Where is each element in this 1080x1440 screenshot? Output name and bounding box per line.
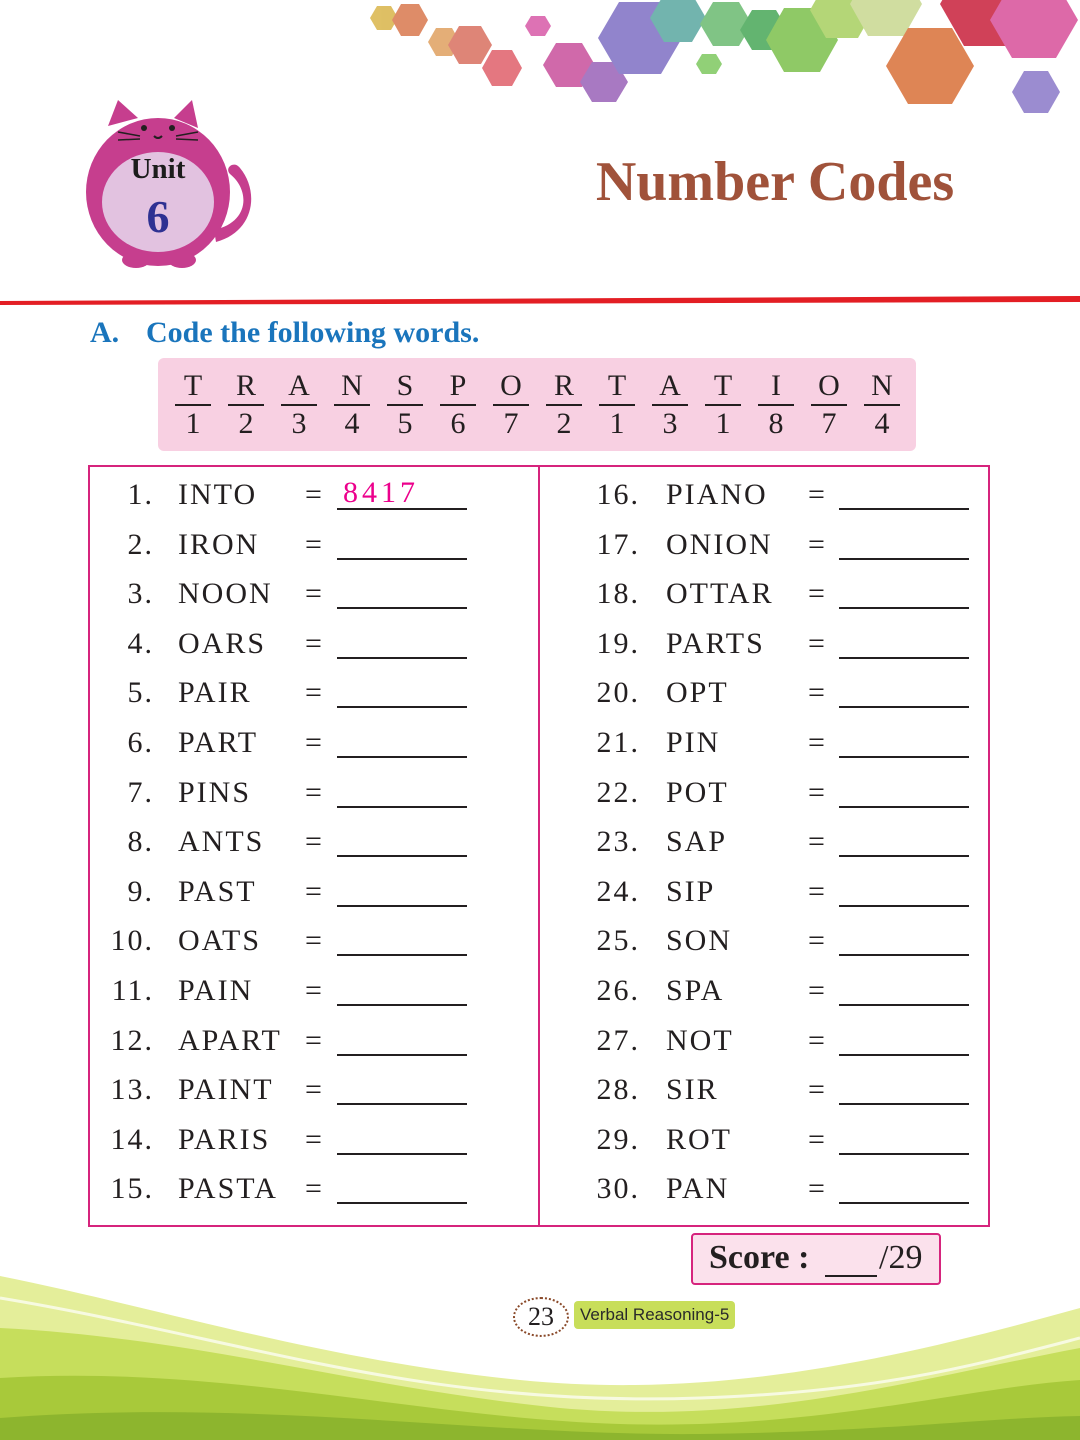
question-number: 30. <box>596 1172 640 1205</box>
question-word: SIR <box>666 1073 719 1106</box>
key-letter: A <box>652 370 688 406</box>
question-word: OTTAR <box>666 577 774 610</box>
key-number: 7 <box>821 407 837 440</box>
answer-field[interactable] <box>839 1170 969 1204</box>
equals-sign: = <box>305 1123 324 1156</box>
question-number: 4. <box>127 627 154 660</box>
question-word: PARTS <box>666 627 765 660</box>
question-word: PARIS <box>178 1123 271 1156</box>
equals-sign: = <box>305 478 324 511</box>
question-word: SON <box>666 924 733 957</box>
question-number: 23. <box>596 825 640 858</box>
key-number: 1 <box>609 407 625 440</box>
question-row <box>0 472 1080 512</box>
code-key <box>158 358 916 451</box>
key-number: 3 <box>662 407 678 440</box>
key-letter: P <box>440 370 476 406</box>
key-number: 1 <box>185 407 201 440</box>
code-key-column <box>758 370 794 442</box>
key-letter: N <box>864 370 900 406</box>
question-number: 27. <box>596 1024 640 1057</box>
code-key-column <box>493 370 529 442</box>
question-number: 16. <box>596 478 640 511</box>
equals-sign: = <box>808 478 827 511</box>
question-row <box>0 869 1080 909</box>
question-number: 10. <box>110 924 154 957</box>
code-key-column <box>811 370 847 442</box>
question-number: 19. <box>596 627 640 660</box>
equals-sign: = <box>808 875 827 908</box>
question-word: PAINT <box>178 1073 274 1106</box>
key-letter: T <box>705 370 741 406</box>
key-letter: R <box>546 370 582 406</box>
equals-sign: = <box>808 1172 827 1205</box>
equals-sign: = <box>305 776 324 809</box>
question-word: PINS <box>178 776 252 809</box>
question-word: NOT <box>666 1024 734 1057</box>
key-number: 8 <box>768 407 784 440</box>
question-row <box>0 918 1080 958</box>
equals-sign: = <box>808 528 827 561</box>
equals-sign: = <box>305 676 324 709</box>
question-word: ONION <box>666 528 773 561</box>
answer-field[interactable] <box>839 823 969 857</box>
question-row <box>0 522 1080 562</box>
question-word: SAP <box>666 825 728 858</box>
question-word: PAN <box>666 1172 730 1205</box>
question-row <box>0 571 1080 611</box>
equals-sign: = <box>808 974 827 1007</box>
question-number: 20. <box>596 676 640 709</box>
code-key-column <box>705 370 741 442</box>
question-number: 18. <box>596 577 640 610</box>
key-number: 4 <box>344 407 360 440</box>
question-row <box>0 1018 1080 1058</box>
key-number: 6 <box>450 407 466 440</box>
answer-field[interactable] <box>839 1121 969 1155</box>
question-number: 11. <box>111 974 154 1007</box>
question-word: OATS <box>178 924 262 957</box>
question-number: 21. <box>596 726 640 759</box>
question-row <box>0 720 1080 760</box>
equals-sign: = <box>808 825 827 858</box>
question-word: PAIN <box>178 974 254 1007</box>
key-letter: O <box>493 370 529 406</box>
key-number: 3 <box>291 407 307 440</box>
equals-sign: = <box>808 676 827 709</box>
page-number: 23 <box>513 1297 569 1337</box>
key-letter: S <box>387 370 423 406</box>
footer-waves <box>0 1268 1080 1440</box>
code-key-column <box>546 370 582 442</box>
equals-sign: = <box>305 627 324 660</box>
question-row <box>0 819 1080 859</box>
equals-sign: = <box>305 726 324 759</box>
answer-field[interactable] <box>839 972 969 1006</box>
question-row <box>0 1117 1080 1157</box>
key-letter: A <box>281 370 317 406</box>
key-letter: T <box>599 370 635 406</box>
question-number: 26. <box>596 974 640 1007</box>
key-letter: I <box>758 370 794 406</box>
code-key-column <box>281 370 317 442</box>
question-number: 17. <box>596 528 640 561</box>
answer-field[interactable] <box>839 526 969 560</box>
question-row <box>0 1067 1080 1107</box>
key-letter: R <box>228 370 264 406</box>
equals-sign: = <box>808 1073 827 1106</box>
key-letter: O <box>811 370 847 406</box>
question-word: OARS <box>178 627 267 660</box>
equals-sign: = <box>305 528 324 561</box>
answer-field[interactable] <box>839 724 969 758</box>
answer-field[interactable] <box>839 1022 969 1056</box>
question-row <box>0 1166 1080 1206</box>
equals-sign: = <box>305 875 324 908</box>
score-label: Score : <box>709 1239 810 1276</box>
equals-sign: = <box>305 1073 324 1106</box>
key-number: 2 <box>238 407 254 440</box>
question-number: 25. <box>596 924 640 957</box>
question-word: SIP <box>666 875 716 908</box>
equals-sign: = <box>305 974 324 1007</box>
question-number: 3. <box>127 577 154 610</box>
equals-sign: = <box>808 577 827 610</box>
question-row <box>0 670 1080 710</box>
question-row <box>0 968 1080 1008</box>
question-number: 29. <box>596 1123 640 1156</box>
question-number: 22. <box>596 776 640 809</box>
code-key-column <box>864 370 900 442</box>
question-number: 15. <box>110 1172 154 1205</box>
equals-sign: = <box>808 776 827 809</box>
code-key-column <box>599 370 635 442</box>
answer-field[interactable] <box>839 873 969 907</box>
question-word: ANTS <box>178 825 265 858</box>
score-total: /29 <box>879 1239 923 1276</box>
question-number: 8. <box>127 825 154 858</box>
equals-sign: = <box>305 924 324 957</box>
equals-sign: = <box>808 627 827 660</box>
answer-field[interactable] <box>839 922 969 956</box>
code-key-column <box>175 370 211 442</box>
code-key-column <box>228 370 264 442</box>
answer-field[interactable] <box>839 625 969 659</box>
unit-label: Unit <box>130 153 186 185</box>
question-word: ROT <box>666 1123 732 1156</box>
question-word: NOON <box>178 577 273 610</box>
section-heading <box>90 316 479 350</box>
question-number: 12. <box>110 1024 154 1057</box>
question-word: IRON <box>178 528 260 561</box>
question-number: 5. <box>127 676 154 709</box>
code-key-column <box>652 370 688 442</box>
equals-sign: = <box>305 1024 324 1057</box>
answer-field[interactable]: 8417 <box>337 476 467 510</box>
key-letter: T <box>175 370 211 406</box>
question-word: PIANO <box>666 478 768 511</box>
answer-field[interactable] <box>839 674 969 708</box>
question-number: 1. <box>127 478 154 511</box>
unit-number: 6 <box>146 191 170 242</box>
question-number: 6. <box>127 726 154 759</box>
answer-field[interactable] <box>839 476 969 510</box>
question-number: 7. <box>127 776 154 809</box>
code-key-column <box>387 370 423 442</box>
answer-field[interactable] <box>839 774 969 808</box>
question-number: 9. <box>127 875 154 908</box>
question-word: APART <box>178 1024 282 1057</box>
equals-sign: = <box>305 577 324 610</box>
question-word: SPA <box>666 974 725 1007</box>
page-title: Number Codes <box>595 151 955 213</box>
question-word: PAIR <box>178 676 252 709</box>
question-number: 14. <box>110 1123 154 1156</box>
question-word: OPT <box>666 676 729 709</box>
question-word: PIN <box>666 726 721 759</box>
question-number: 24. <box>596 875 640 908</box>
answer-field[interactable] <box>839 575 969 609</box>
key-number: 4 <box>874 407 890 440</box>
question-word: PAST <box>178 875 257 908</box>
key-number: 2 <box>556 407 572 440</box>
equals-sign: = <box>808 1024 827 1057</box>
question-number: 2. <box>127 528 154 561</box>
question-word: PART <box>178 726 259 759</box>
key-number: 5 <box>397 407 413 440</box>
question-word: INTO <box>178 478 258 511</box>
section-label: A. <box>90 316 120 349</box>
question-number: 13. <box>110 1073 154 1106</box>
equals-sign: = <box>305 825 324 858</box>
equals-sign: = <box>808 1123 827 1156</box>
key-letter: N <box>334 370 370 406</box>
book-title: Verbal Reasoning-5 <box>574 1301 735 1329</box>
question-row <box>0 770 1080 810</box>
equals-sign: = <box>808 924 827 957</box>
code-key-column <box>440 370 476 442</box>
question-word: POT <box>666 776 729 809</box>
question-word: PASTA <box>178 1172 278 1205</box>
equals-sign: = <box>808 726 827 759</box>
header-divider <box>0 295 1080 307</box>
key-number: 1 <box>715 407 731 440</box>
key-number: 7 <box>503 407 519 440</box>
section-instruction: Code the following words. <box>146 316 480 349</box>
question-number: 28. <box>596 1073 640 1106</box>
answer-field[interactable] <box>839 1071 969 1105</box>
question-row <box>0 621 1080 661</box>
equals-sign: = <box>305 1172 324 1205</box>
code-key-column <box>334 370 370 442</box>
